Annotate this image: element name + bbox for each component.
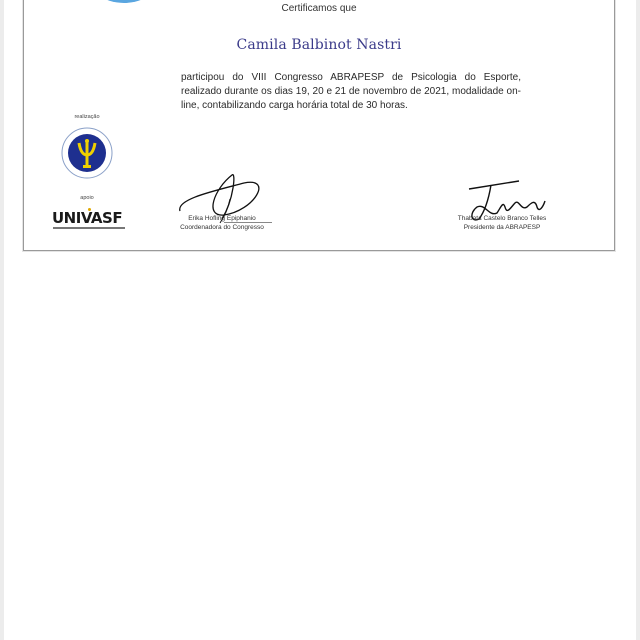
signatory-2-role: Presidente da ABRAPESP xyxy=(463,224,541,231)
support-label: apoio xyxy=(80,195,94,201)
signatory-2-name: Thabata Castelo Branco Telles xyxy=(457,215,547,222)
signatory-1-name: Erika Hofling Epiphanio xyxy=(188,215,256,222)
abrapesp-logo-icon xyxy=(61,127,113,179)
certify-label: Certificamos que xyxy=(281,3,357,14)
participant-name: Camila Balbinot Nastri xyxy=(236,37,402,53)
organizer-label: realização xyxy=(74,114,100,120)
page-edge-right xyxy=(636,0,640,640)
certificate-body: participou do VIII Congresso ABRAPESP de Psicologia do Esporte, realizado durante os dias 19, 20 e 21 de novembro de 2021, modalidade on-line, contabilizando carga horária total de 30 horas. xyxy=(181,72,521,111)
univasf-subtitle-line xyxy=(53,227,125,229)
page-edge-left xyxy=(0,0,4,640)
signatory-1-role: Coordenadora do Congresso xyxy=(180,224,264,231)
univasf-logo xyxy=(52,210,126,232)
univasf-logo-text: UNIVASF xyxy=(52,209,123,227)
certificate xyxy=(23,0,615,251)
signature-line xyxy=(224,222,272,223)
